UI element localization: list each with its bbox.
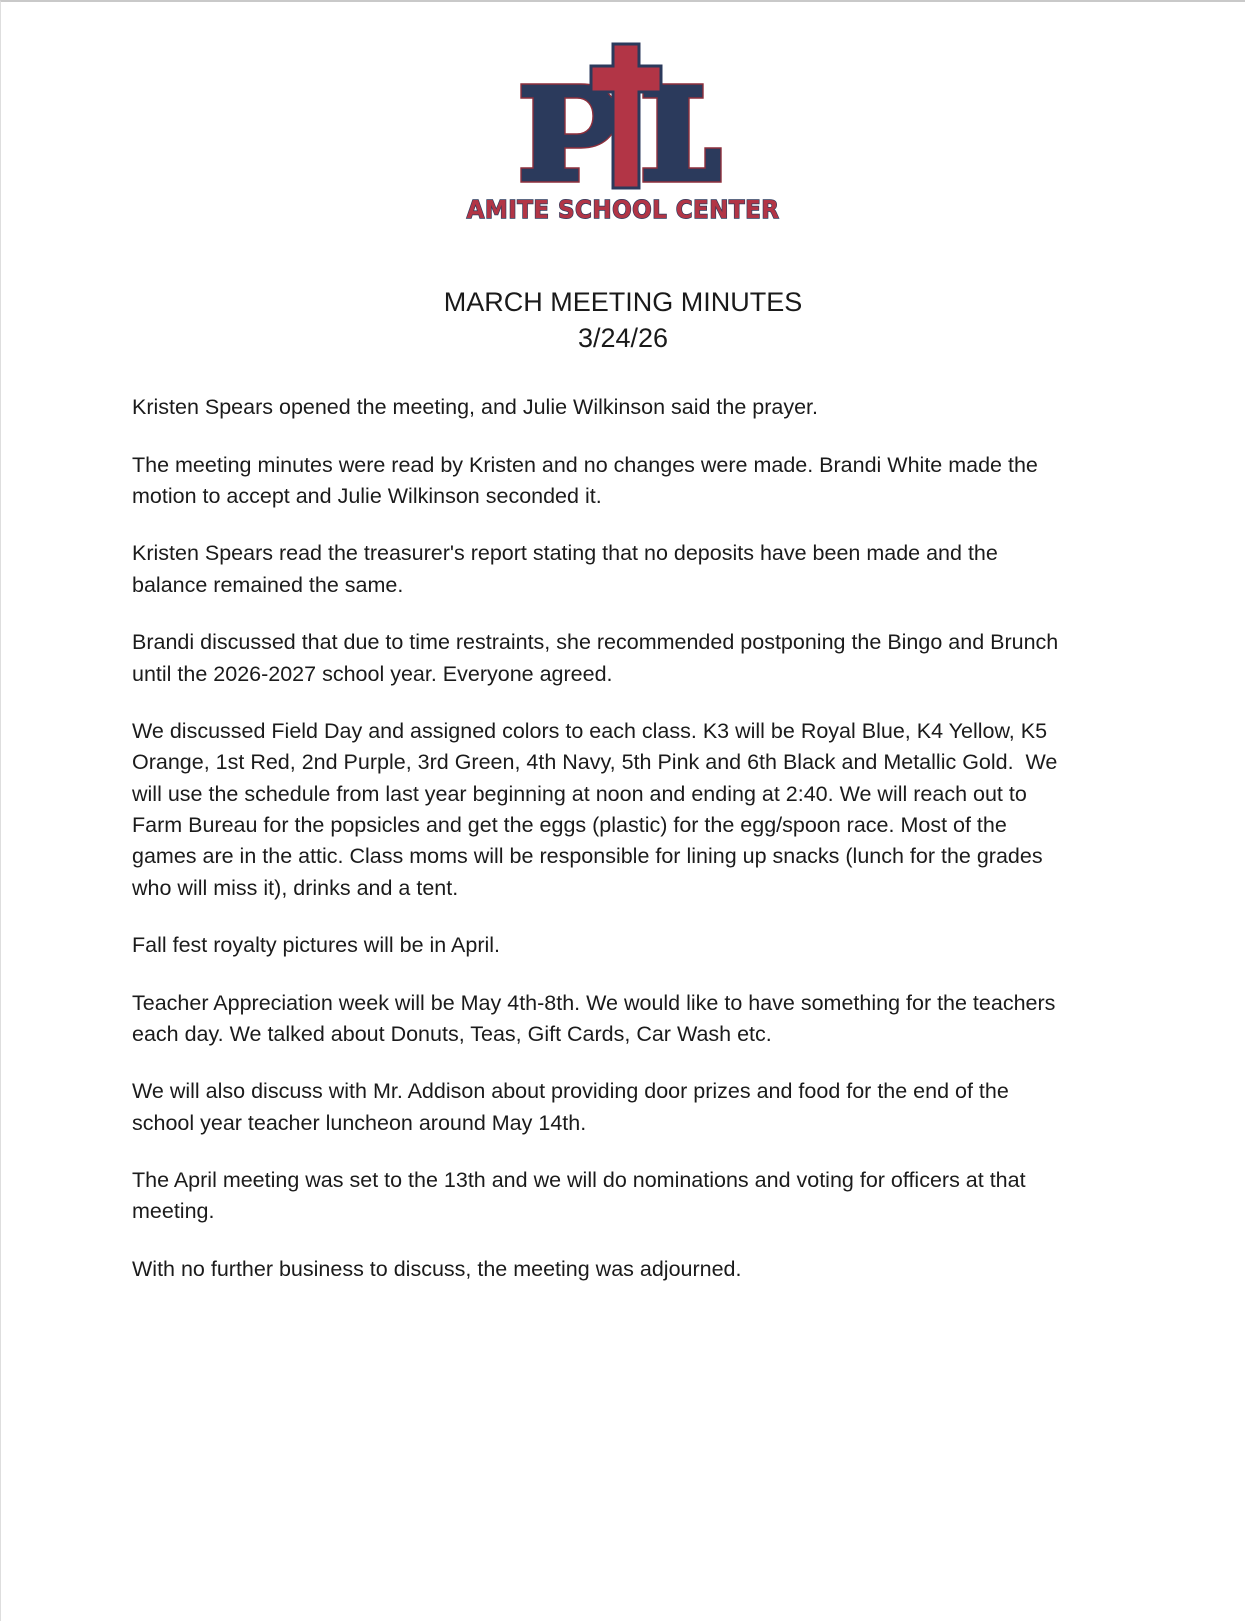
school-logo <box>1 2 1245 222</box>
minutes-paragraph: We discussed Field Day and assigned colors to each class. K3 will be Royal Blue, K4 Yellow, K5 Orange, 1st Red, 2nd Purple, 3rd Green, 4th Navy, 5th Pink and 6th Black and Metallic Gold. We will use the schedule from last year beginning at noon and ending at 2:40. We will reach out to Farm Bureau for the popsicles and get the eggs (plastic) for the egg/spoon race. Most of the games are in the attic. Class moms will be responsible for lining up snacks (lunch for the grades who will miss it), drinks and a tent. <box>132 718 1064 900</box>
minutes-paragraph: The April meeting was set to the 13th and we will do nominations and voting for officers at that meeting. <box>132 1168 1032 1224</box>
minutes-paragraph: Fall fest royalty pictures will be in April. <box>132 933 501 958</box>
logo-subtitle: AMITE SCHOOL CENTER <box>466 195 780 224</box>
logo-letter-p <box>521 84 617 182</box>
page-title <box>1 284 1245 356</box>
minutes-paragraph: Brandi discussed that due to time restraints, she recommended postponing the Bingo and Brunch until the 2026-2027 school year. Everyone agreed. <box>132 630 1065 686</box>
ptl-logo-mark <box>507 36 739 196</box>
meeting-date: 3/24/26 <box>577 323 669 354</box>
title-text: MARCH MEETING MINUTES <box>443 287 803 317</box>
minutes-paragraph: We will also discuss with Mr. Addison about providing door prizes and food for the end of the school year teacher luncheon around May 14th. <box>132 1079 1015 1135</box>
minutes-paragraph: Teacher Appreciation week will be May 4th-8th. We would like to have something for the teachers each day. We talked about Donuts, Teas, Gift Cards, Car Wash etc. <box>132 990 1062 1046</box>
minutes-body <box>1 356 1245 1285</box>
minutes-paragraph: Kristen Spears opened the meeting, and Julie Wilkinson said the prayer. <box>132 395 819 420</box>
minutes-paragraph: Kristen Spears read the treasurer's report stating that no deposits have been made and the balance remained the same. <box>132 541 1004 597</box>
minutes-paragraph: The meeting minutes were read by Kristen and no changes were made. Brandi White made the motion to accept and Julie Wilkinson seconded it. <box>132 452 1044 509</box>
logo-letter-l <box>643 84 721 182</box>
minutes-paragraph: With no further business to discuss, the meeting was adjourned. <box>132 1256 742 1281</box>
